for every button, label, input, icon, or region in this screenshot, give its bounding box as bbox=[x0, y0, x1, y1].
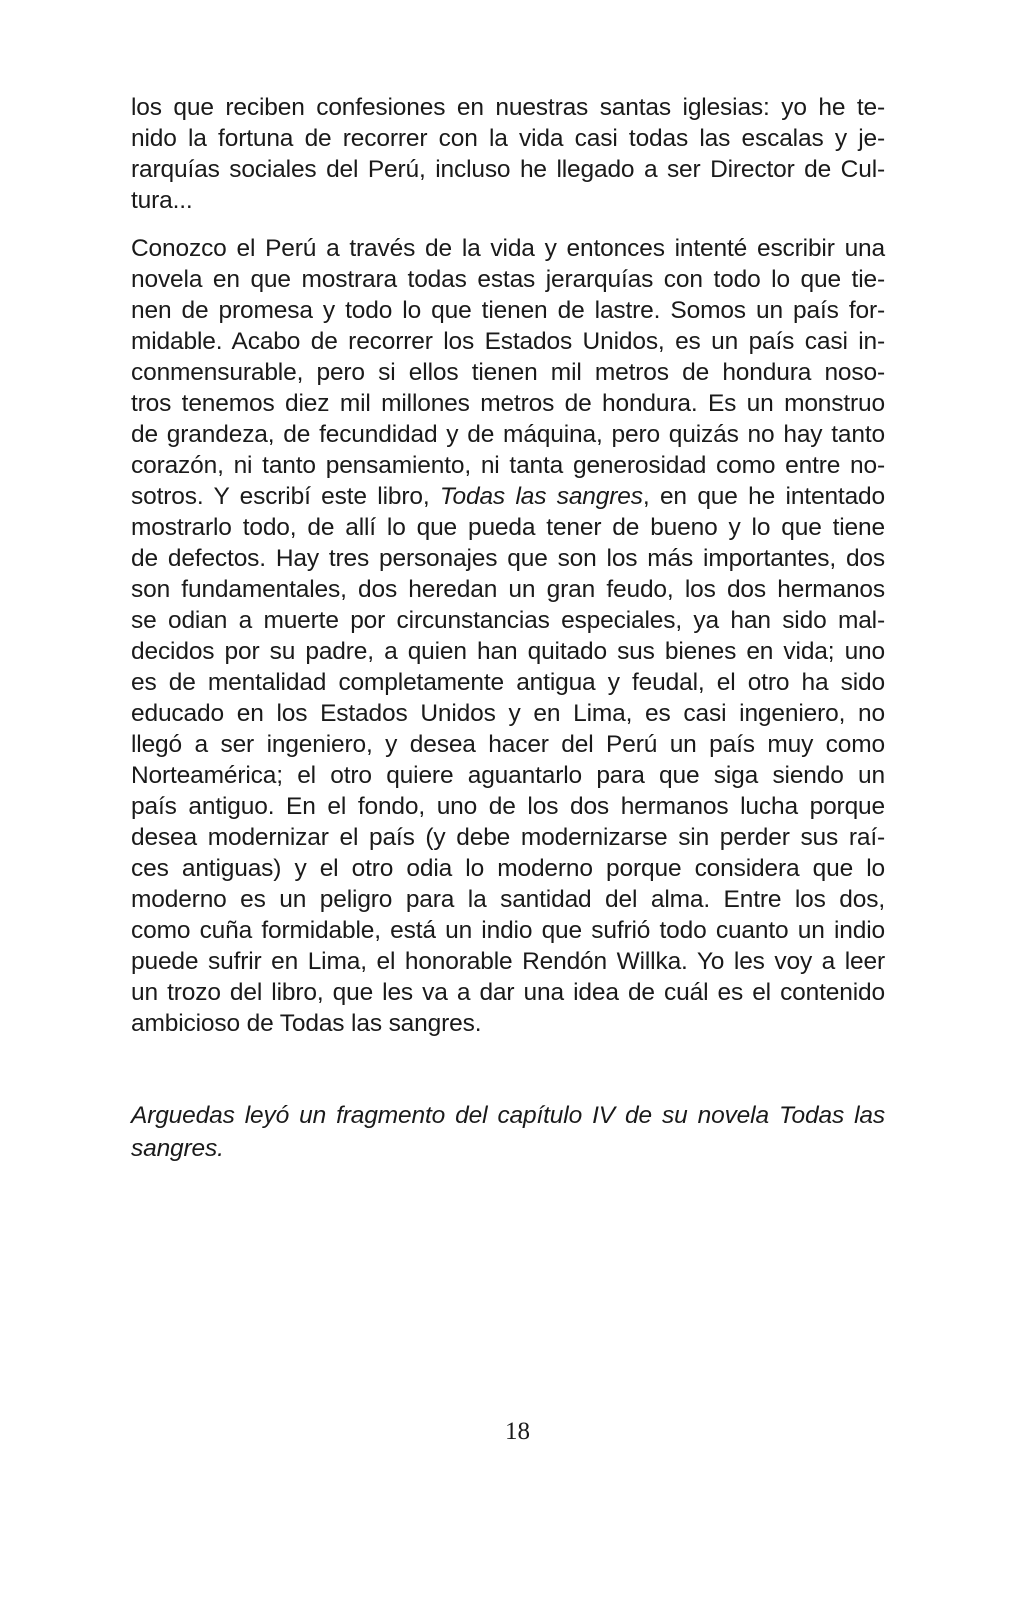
closing-italic-note bbox=[131, 1099, 885, 1165]
text-line: moderno es un peligro para la santidad del alma. Entre los dos, bbox=[131, 886, 885, 913]
text-line: los que reciben confesiones en nuestras santas iglesias: yo he te- bbox=[131, 94, 885, 121]
text-line: nen de promesa y todo lo que tienen de lastre. Somos un país for- bbox=[131, 297, 885, 324]
text-line: novela en que mostrara todas estas jerarquías con todo lo que tie- bbox=[131, 266, 885, 293]
note-line: Arguedas leyó un fragmento del capítulo IV de su novela Todas las bbox=[131, 1102, 885, 1129]
note-line: sangres. bbox=[131, 1135, 224, 1162]
text-line: de grandeza, de fecundidad y de máquina, pero quizás no hay tanto bbox=[131, 421, 885, 448]
line-text-before-title: sotros. Y escribí este libro, bbox=[131, 483, 440, 510]
text-line: llegó a ser ingeniero, y desea hacer del Perú un país muy como bbox=[131, 731, 885, 758]
text-line: educado en los Estados Unidos y en Lima, es casi ingeniero, no bbox=[131, 700, 885, 727]
text-line: se odian a muerte por circunstancias especiales, ya han sido mal- bbox=[131, 607, 885, 634]
text-line: nido la fortuna de recorrer con la vida casi todas las escalas y je- bbox=[131, 125, 885, 152]
text-line: tros tenemos diez mil millones metros de hondura. Es un monstruo bbox=[131, 390, 885, 417]
text-line: Norteamérica; el otro quiere aguantarlo para que siga siendo un bbox=[131, 762, 885, 789]
text-line: Conozco el Perú a través de la vida y entonces intenté escribir una bbox=[131, 235, 885, 262]
text-line: un trozo del libro, que les va a dar una idea de cuál es el contenido bbox=[131, 979, 885, 1006]
paragraph-1 bbox=[131, 92, 885, 216]
text-line: como cuña formidable, está un indio que sufrió todo cuanto un indio bbox=[131, 917, 885, 944]
text-line: ambicioso de Todas las sangres. bbox=[131, 1010, 482, 1037]
body-text bbox=[131, 92, 885, 1039]
text-line: desea modernizar el país (y debe modernizarse sin perder sus raí- bbox=[131, 824, 885, 851]
text-line-with-book-title bbox=[131, 481, 885, 512]
page-number: 18 bbox=[505, 1418, 530, 1445]
text-line: ces antiguas) y el otro odia lo moderno porque considera que lo bbox=[131, 855, 885, 882]
text-line: son fundamentales, dos heredan un gran feudo, los dos hermanos bbox=[131, 576, 885, 603]
text-line: conmensurable, pero si ellos tienen mil metros de hondura noso- bbox=[131, 359, 885, 386]
text-line: puede sufrir en Lima, el honorable Rendón Willka. Yo les voy a leer bbox=[131, 948, 885, 975]
text-line: es de mentalidad completamente antigua y feudal, el otro ha sido bbox=[131, 669, 885, 696]
paragraph-2 bbox=[131, 233, 885, 1039]
text-line: decidos por su padre, a quien han quitado sus bienes en vida; uno bbox=[131, 638, 885, 665]
book-title: Todas las sangres bbox=[439, 483, 643, 510]
text-line: corazón, ni tanto pensamiento, ni tanta generosidad como entre no- bbox=[131, 452, 885, 479]
text-line: mostrarlo todo, de allí lo que pueda tener de bueno y lo que tiene bbox=[131, 514, 885, 541]
line-text-after-title: , en que he intentado bbox=[642, 483, 886, 510]
text-line: de defectos. Hay tres personajes que son los más importantes, dos bbox=[131, 545, 885, 572]
text-line: país antiguo. En el fondo, uno de los dos hermanos lucha porque bbox=[131, 793, 885, 820]
text-line: midable. Acabo de recorrer los Estados Unidos, es un país casi in- bbox=[131, 328, 885, 355]
text-line: rarquías sociales del Perú, incluso he llegado a ser Director de Cul- bbox=[131, 156, 885, 183]
text-line: tura... bbox=[131, 187, 193, 214]
